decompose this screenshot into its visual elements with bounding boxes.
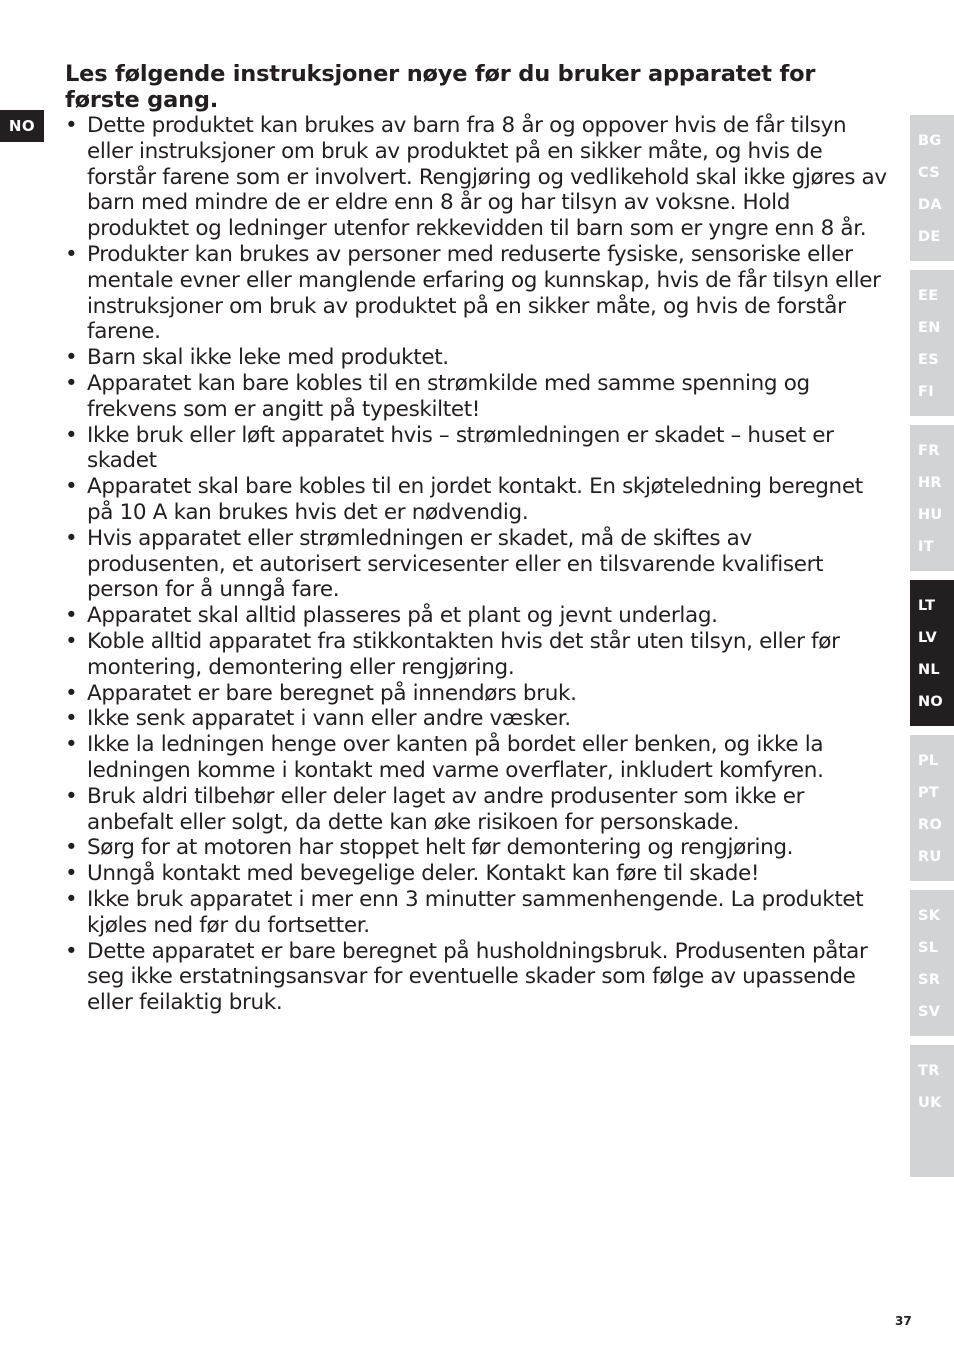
language-tab-sr[interactable]: SR — [918, 972, 941, 988]
item-text: Ikke bruk apparatet i mer enn 3 minutter sammenhengende. La produktet kjøles ned før du fortsetter. — [87, 886, 864, 938]
item-text: Produkter kan brukes av personer med reduserte fysiske, sensoriske eller mentale evner eller manglende erfaring og kunnskap, hvis de får tilsyn eller instruksjoner om bruk av produktet på en sikker måte, og hvis de forstår farene. — [87, 241, 881, 345]
language-tab-no[interactable]: NO — [918, 694, 944, 710]
language-tab-pl[interactable]: PL — [918, 753, 939, 769]
bullet-icon: • — [65, 113, 78, 138]
item-text: Dette apparatet er bare beregnet på husholdningsbruk. Produsenten påtar seg ikke erstatningsansvar for eventuelle skader som følge av upassende eller feilaktig bruk. — [87, 938, 868, 1016]
bullet-icon: • — [65, 370, 78, 396]
language-tab-ro[interactable]: RO — [918, 817, 943, 833]
bullet-icon: • — [65, 345, 78, 371]
bullet-icon: • — [65, 706, 78, 732]
list-item — [65, 629, 895, 681]
bullet-icon: • — [65, 680, 78, 706]
bullet-icon: • — [65, 732, 78, 758]
language-group-active — [910, 580, 954, 726]
list-item — [65, 526, 895, 603]
language-index-sidebar — [910, 115, 954, 1186]
language-tab-en[interactable]: EN — [918, 320, 941, 336]
list-item — [65, 371, 895, 423]
safety-instructions — [65, 62, 895, 1016]
list-item — [65, 784, 895, 836]
list-item — [65, 861, 895, 887]
instruction-list — [65, 113, 895, 1016]
language-group — [910, 270, 954, 416]
item-text: Apparatet er bare beregnet på innendørs bruk. — [87, 680, 577, 706]
language-tab-pt[interactable]: PT — [918, 785, 940, 801]
list-item — [65, 939, 895, 1016]
item-text: Koble alltid apparatet fra stikkontakten hvis det står uten tilsyn, eller før montering, demontering eller rengjøring. — [87, 628, 840, 680]
language-group — [910, 1045, 954, 1177]
item-text: Barn skal ikke leke med produktet. — [87, 345, 449, 371]
language-tab-hr[interactable]: HR — [918, 475, 942, 491]
language-tab-ru[interactable]: RU — [918, 849, 942, 865]
bullet-icon: • — [65, 474, 78, 500]
bullet-icon: • — [65, 603, 78, 629]
item-text: Hvis apparatet eller strømledningen er skadet, må de skiftes av produsenten, et autorisert servicesenter eller en tilsvarende kvalifisert person for å unngå fare. — [87, 525, 824, 603]
language-group — [910, 115, 954, 261]
page-heading: Les følgende instruksjoner nøye før du bruker apparatet for første gang. — [65, 61, 816, 113]
language-tab-uk[interactable]: UK — [918, 1095, 942, 1111]
language-tab-hu[interactable]: HU — [918, 507, 943, 523]
language-badge: NO — [0, 110, 44, 142]
language-tab-sk[interactable]: SK — [918, 908, 941, 924]
language-tab-fi[interactable]: FI — [918, 384, 934, 400]
item-text: Apparatet kan bare kobles til en strømkilde med samme spenning og frekvens som er angitt på typeskiltet! — [87, 370, 810, 422]
language-tab-it[interactable]: IT — [918, 539, 934, 555]
language-tab-da[interactable]: DA — [918, 197, 942, 213]
language-tab-ee[interactable]: EE — [918, 288, 939, 304]
list-item — [65, 603, 895, 629]
bullet-icon: • — [65, 783, 78, 809]
list-item — [65, 835, 895, 861]
bullet-icon: • — [65, 628, 78, 654]
list-item — [65, 681, 895, 707]
bullet-icon: • — [65, 861, 78, 887]
language-group — [910, 425, 954, 571]
language-tab-de[interactable]: DE — [918, 229, 941, 245]
bullet-icon: • — [65, 422, 78, 448]
item-text: Dette produktet kan brukes av barn fra 8 år og oppover hvis de får tilsyn eller instruksjoner om bruk av produktet på en sikker måte, og hvis de forstår farene som er involvert. Rengjøring og vedlikehold skal ikke gjøres av barn med mindre de er eldre enn 8 år og har tilsyn av voksne. Hold produktet og ledninger utenfor rekkevidden til barn som er yngre enn 8 år. — [87, 113, 887, 242]
language-group — [910, 890, 954, 1036]
page-number: 37 — [895, 1314, 912, 1328]
language-tab-tr[interactable]: TR — [918, 1063, 940, 1079]
language-tab-bg[interactable]: BG — [918, 133, 942, 149]
bullet-icon: • — [65, 525, 78, 551]
list-item — [65, 706, 895, 732]
language-tab-sl[interactable]: SL — [918, 940, 939, 956]
bullet-icon: • — [65, 835, 78, 861]
language-group — [910, 735, 954, 881]
language-tab-nl[interactable]: NL — [918, 662, 940, 678]
bullet-icon: • — [65, 241, 78, 267]
list-item — [65, 113, 895, 242]
list-item — [65, 474, 895, 526]
list-item — [65, 732, 895, 784]
item-text: Apparatet skal alltid plasseres på et plant og jevnt underlag. — [87, 603, 718, 629]
item-text: Sørg for at motoren har stoppet helt før demontering og rengjøring. — [87, 835, 794, 861]
list-item — [65, 345, 895, 371]
language-tab-fr[interactable]: FR — [918, 443, 940, 459]
language-tab-lv[interactable]: LV — [918, 630, 938, 646]
item-text: Ikke bruk eller løft apparatet hvis – strømledningen er skadet – huset er skadet — [87, 422, 834, 474]
bullet-icon: • — [65, 886, 78, 912]
language-tab-lt[interactable]: LT — [918, 598, 936, 614]
list-item — [65, 423, 895, 475]
item-text: Apparatet skal bare kobles til en jordet kontakt. En skjøteledning beregnet på 10 A kan brukes hvis det er nødvendig. — [87, 474, 863, 525]
item-text: Bruk aldri tilbehør eller deler laget av andre produsenter som ikke er anbefalt eller solgt, da dette kan øke risikoen for personskade. — [87, 783, 805, 835]
language-tab-es[interactable]: ES — [918, 352, 939, 368]
bullet-icon: • — [65, 938, 78, 964]
language-tab-sv[interactable]: SV — [918, 1004, 941, 1020]
language-tab-cs[interactable]: CS — [918, 165, 940, 181]
item-text: Ikke la ledningen henge over kanten på bordet eller benken, og ikke la ledningen komme i kontakt med varme overflater, inkludert komfyren. — [87, 732, 824, 783]
list-item — [65, 242, 895, 345]
item-text: Ikke senk apparatet i vann eller andre væsker. — [87, 706, 571, 732]
item-text: Unngå kontakt med bevegelige deler. Kontakt kan føre til skade! — [87, 861, 760, 887]
list-item — [65, 887, 895, 939]
